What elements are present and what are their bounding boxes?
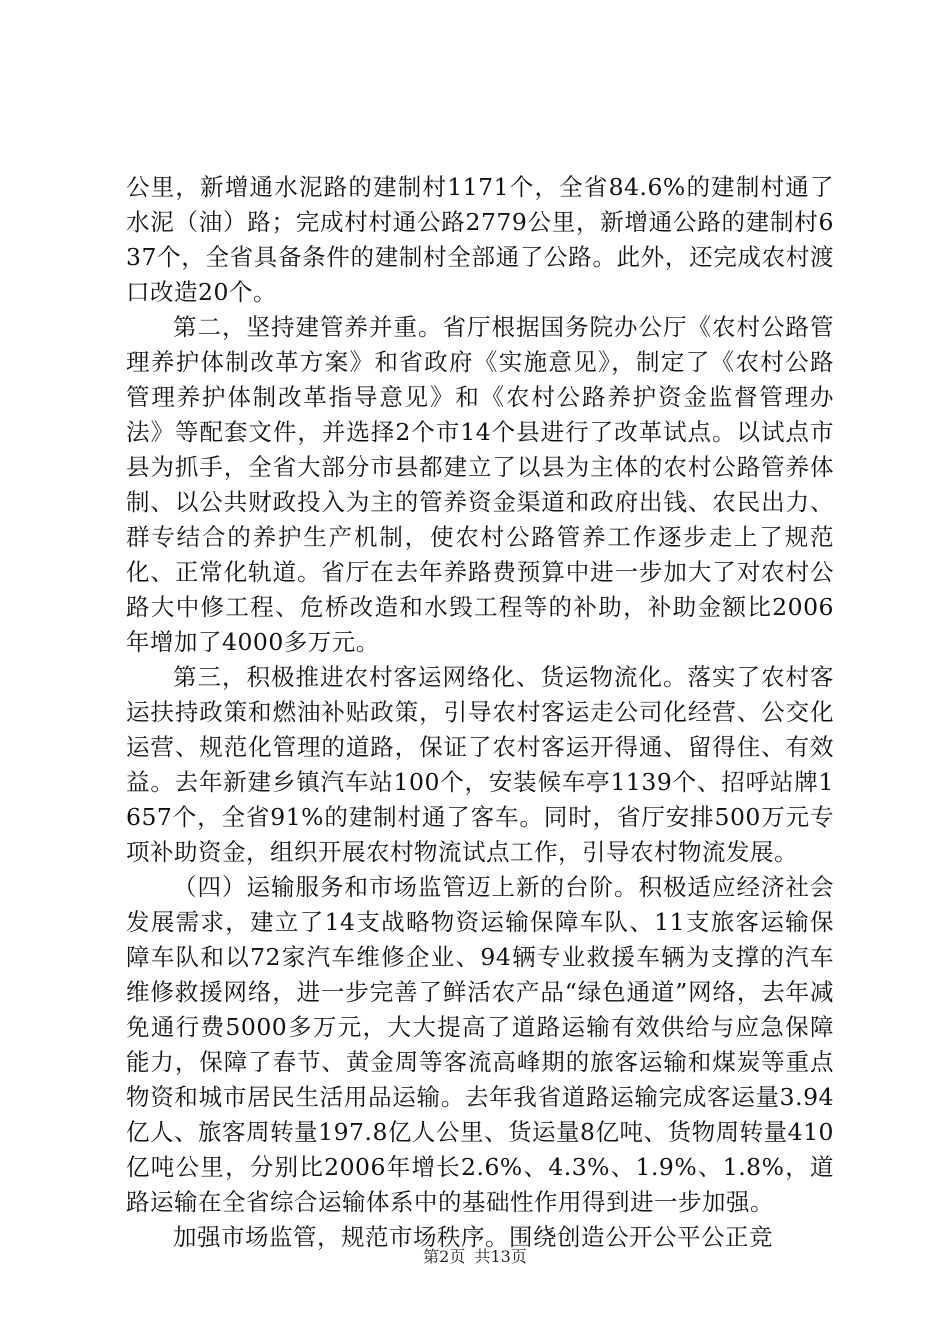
page-total: 共13页 bbox=[474, 1247, 527, 1266]
paragraph-3: 第三，积极推进农村客运网络化、货运物流化。落实了农村客运扶持政策和燃油补贴政策，引导农村客运走公司化经营、公交化运营、规范化管理的道路，保证了农村客运开得通、留得住、有效益。去年新建乡镇汽车站100个，安装候车亭1139个、招呼站牌1657个，全省91%的建制村通了客车。同时，省厅安排500万元专项补助资金，组织开展农村物流试点工作，引导农村物流发展。 bbox=[126, 663, 834, 866]
document-body bbox=[126, 170, 834, 1255]
page-footer bbox=[0, 1246, 950, 1268]
page-number: 第2页 bbox=[423, 1247, 466, 1266]
paragraph-4: （四）运输服务和市场监管迈上新的台阶。积极适应经济社会发展需求，建立了14支战略物资运输保障车队、11支旅客运输保障车队和以72家汽车维修企业、94辆专业救援车辆为支撑的汽车维修救援网络，进一步完善了鲜活农产品“绿色通道”网络，去年减免通行费5000多万元，大大提高了道路运输有效供给与应急保障能力，保障了春节、黄金周等客流高峰期的旅客运输和煤炭等重点物资和城市居民生活用品运输。去年我省道路运输完成客运量3.94亿人、旅客周转量197.8亿人公里、货运量8亿吨、货物周转量410亿吨公里，分别比2006年增长2.6%、4.3%、1.9%、1.8%，道路运输在全省综合运输体系中的基础性作用得到进一步加强。 bbox=[126, 873, 834, 1216]
paragraph-2: 第二，坚持建管养并重。省厅根据国务院办公厅《农村公路管理养护体制改革方案》和省政府《实施意见》，制定了《农村公路管理养护体制改革指导意见》和《农村公路养护资金监督管理办法》等配套文件，并选择2个市14个县进行了改革试点。以试点市县为抓手，全省大部分市县都建立了以县为主体的农村公路管养体制、以公共财政投入为主的管养资金渠道和政府出钱、农民出力、群专结合的养护生产机制，使农村公路管养工作逐步走上了规范化、正常化轨道。省厅在去年养路费预算中进一步加大了对农村公路大中修工程、危桥改造和水毁工程等的补助，补助金额比2006年增加了4000多万元。 bbox=[126, 313, 834, 656]
paragraph-5: 加强市场监管，规范市场秩序。围绕创造公开公平公正竞 bbox=[173, 1223, 773, 1251]
paragraph-1: 公里，新增通水泥路的建制村1171个，全省84.6%的建制村通了水泥（油）路；完成村村通公路2779公里，新增通公路的建制村637个，全省具备条件的建制村全部通了公路。此外，还完成农村渡口改造20个。 bbox=[126, 173, 834, 306]
